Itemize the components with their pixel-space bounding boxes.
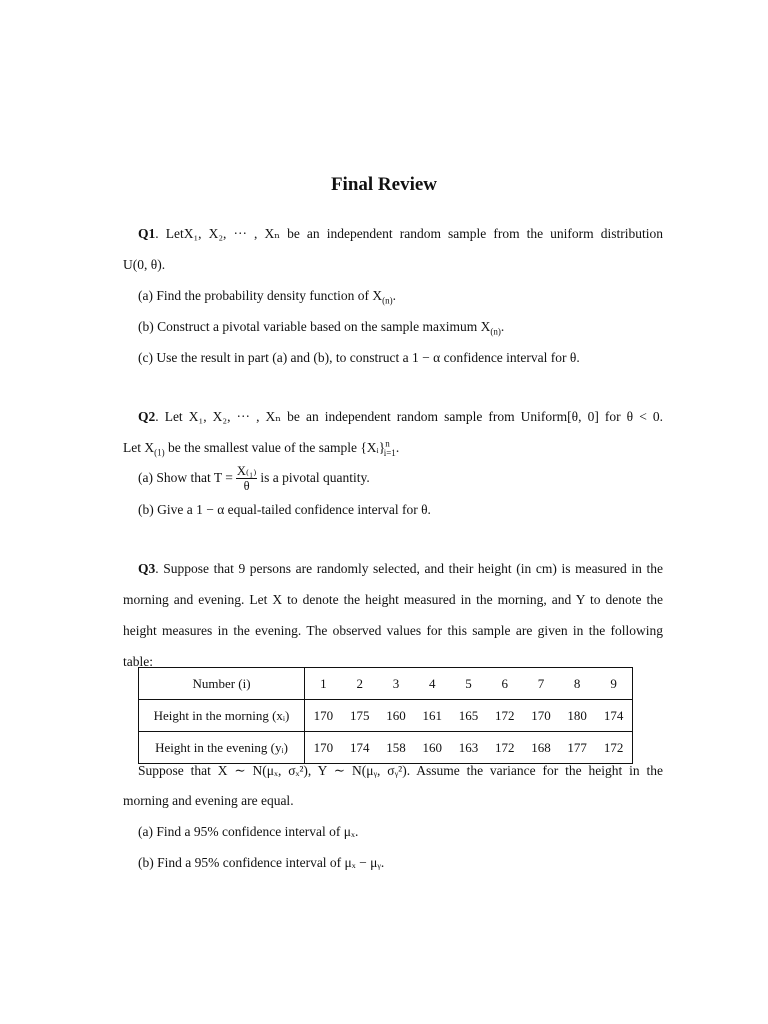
q3-text1: . Suppose that 9 persons are randomly selected, and their height (in cm) is measured in the: [155, 561, 663, 576]
q2-part-b: (b) Give a 1 − α equal-tailed confidence interval for θ.: [138, 502, 431, 517]
q1-part-c: (c) Use the result in part (a) and (b), to construct a 1 − α confidence interval for θ.: [138, 350, 580, 365]
table-cell: 1: [305, 668, 342, 700]
q1-part-b-text: (b) Construct a pivotal variable based on the sample maximum X: [138, 319, 491, 334]
q1-part-a: (a) Find the probability density function of $X_{(n)}$.: [138, 288, 396, 306]
q2-line1: [138, 409, 663, 425]
table-cell: 170: [305, 732, 342, 764]
q1-text1: . LetX₁, X₂, ··· , Xₙ be an independent random sample from the uniform distribution: [155, 226, 663, 241]
table-cell: 172: [487, 732, 523, 764]
table-cell: 9: [595, 668, 632, 700]
table-cell: 5: [450, 668, 486, 700]
q2-part-a: [138, 462, 370, 494]
table-cell: 6: [487, 668, 523, 700]
q1-part-a-sub: (n): [382, 295, 393, 306]
table-row: [139, 668, 633, 700]
q2-fraction: [236, 464, 258, 493]
table-header-morning: Height in the morning (xᵢ): [139, 700, 305, 732]
q3-line2: morning and evening. Let X to denote the height measured in the morning, and Y to denote the: [123, 592, 663, 607]
table-cell: 168: [523, 732, 559, 764]
table-cell: 170: [523, 700, 559, 732]
table-cell: 160: [414, 732, 450, 764]
page-title: Final Review: [330, 174, 438, 195]
q3-part-b: (b) Find a 95% confidence interval of μₓ − μᵧ.: [138, 855, 385, 870]
table-header-number: Number (i): [139, 668, 305, 700]
table-cell: 7: [523, 668, 559, 700]
table-cell: 4: [414, 668, 450, 700]
table-cell: 172: [487, 700, 523, 732]
q1-line2: U(0, θ).: [123, 257, 166, 272]
q2-line2: Let $X_{(1)}$ be the smallest value of the sample {Xᵢ}$^n_{i=1}$.: [123, 438, 400, 458]
q3-after-line2: morning and evening are equal.: [123, 793, 294, 808]
q3-part-a: (a) Find a 95% confidence interval of μₓ.: [138, 824, 359, 839]
q2-part-a-pre: (a) Show that T =: [138, 470, 233, 485]
q2-line2-set-sup: n: [385, 438, 390, 449]
table-cell: 3: [378, 668, 414, 700]
table-header-evening: Height in the evening (yᵢ): [139, 732, 305, 764]
q2-part-a-post: is a pivotal quantity.: [260, 470, 370, 485]
q2-line2-set-sub: i=1: [383, 447, 396, 458]
table-cell: 160: [378, 700, 414, 732]
table-cell: 172: [595, 732, 632, 764]
table-cell: 161: [414, 700, 450, 732]
q2-line2-post: be the smallest value of the sample {Xᵢ}: [164, 440, 386, 455]
q2-text1: . Let X₁, X₂, ··· , Xₙ be an independent random sample from Uniform[θ, 0] for θ < 0.: [155, 409, 663, 424]
table-cell: 180: [559, 700, 595, 732]
table-cell: 158: [378, 732, 414, 764]
q3-line4: table:: [123, 654, 153, 669]
table-cell: 174: [342, 732, 378, 764]
table-cell: 170: [305, 700, 342, 732]
q2-label: Q2: [138, 409, 156, 424]
q2-fraction-numerator: X₍₁₎: [236, 464, 257, 479]
table-cell: 8: [559, 668, 595, 700]
height-table: [138, 667, 633, 764]
table-cell: 2: [342, 668, 378, 700]
q3-line3: height measures in the evening. The observed values for this sample are given in the following: [123, 623, 663, 638]
q2-line2-sub: (1): [154, 447, 165, 458]
q3-line1: [138, 561, 663, 577]
table-row: [139, 732, 633, 764]
q1-line1: [138, 226, 663, 242]
table-cell: 177: [559, 732, 595, 764]
q1-part-b-sub: (n): [490, 326, 501, 337]
table-cell: 165: [450, 700, 486, 732]
q3-after-line1: Suppose that X ∼ N(μₓ, σₓ²), Y ∼ N(μᵧ, σᵧ²). Assume the variance for the height in the: [138, 763, 663, 778]
q2-fraction-denominator: θ: [243, 479, 250, 494]
table-row: [139, 700, 633, 732]
q1-part-b: (b) Construct a pivotal variable based on the sample maximum $X_{(n)}$.: [138, 319, 505, 337]
q1-label: Q1: [138, 226, 156, 241]
table-cell: 174: [595, 700, 632, 732]
table-cell: 163: [450, 732, 486, 764]
q2-line2-pre: Let X: [123, 440, 155, 455]
q1-part-a-text: (a) Find the probability density function of X: [138, 288, 383, 303]
table-cell: 175: [342, 700, 378, 732]
q3-label: Q3: [138, 561, 156, 576]
